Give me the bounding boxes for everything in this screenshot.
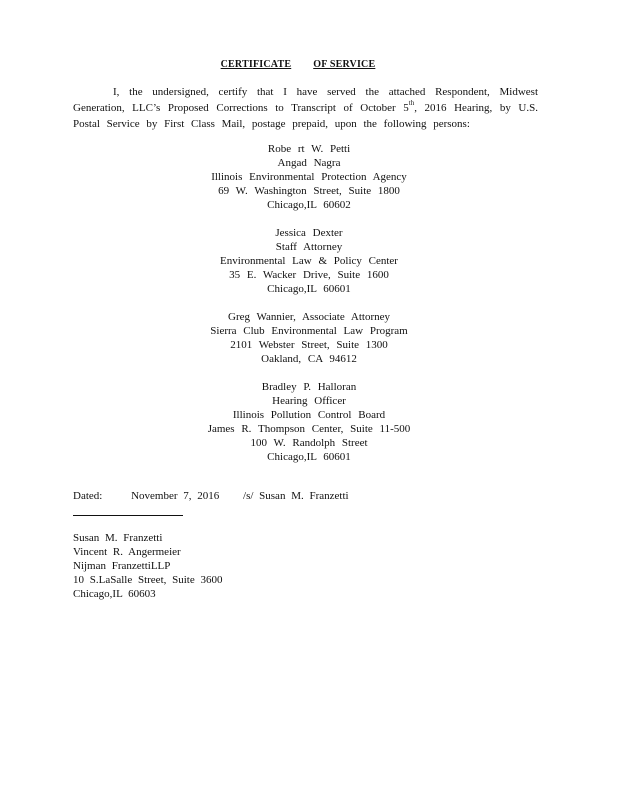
recipient-line: Chicago,IL 60602 bbox=[267, 199, 351, 211]
dated-value: November 7, 2016 bbox=[131, 490, 220, 502]
signed-by: /s/ Susan M. Franzetti bbox=[243, 490, 349, 502]
recipient-line: Angad Nagra bbox=[277, 157, 341, 169]
recipient-block bbox=[0, 142, 618, 212]
recipient-line: James R. Thompson Center, Suite 11-500 bbox=[207, 423, 411, 435]
recipient-line: 100 W. Randolph Street bbox=[250, 437, 368, 449]
recipient-list bbox=[0, 142, 618, 478]
signature-underline bbox=[73, 515, 183, 516]
firm-line: 10 S.LaSalle Street, Suite 3600 bbox=[73, 574, 223, 586]
title-part-1: CERTIFICATE bbox=[220, 59, 292, 70]
firm-line: Susan M. Franzetti bbox=[73, 532, 163, 544]
recipient-line: Robe rt W. Petti bbox=[267, 143, 351, 155]
firm-line: Nijman FranzettiLLP bbox=[73, 560, 171, 572]
firm-line: Vincent R. Angermeier bbox=[73, 546, 181, 558]
recipient-line: Environmental Law & Policy Center bbox=[220, 255, 398, 267]
recipient-line: Chicago,IL 60601 bbox=[267, 451, 351, 463]
signature-line bbox=[73, 489, 403, 517]
firm-line: Chicago,IL 60603 bbox=[73, 588, 156, 600]
recipient-line: 2101 Webster Street, Suite 1300 bbox=[230, 339, 388, 351]
recipient-block bbox=[0, 380, 618, 464]
recipient-block bbox=[0, 310, 618, 366]
firm-address-block bbox=[73, 531, 222, 601]
intro-paragraph bbox=[73, 84, 538, 132]
recipient-line: Greg Wannier, Associate Attorney bbox=[228, 311, 390, 323]
recipient-line: Illinois Environmental Protection Agency bbox=[211, 171, 407, 183]
recipient-line: Sierra Club Environmental Law Program bbox=[210, 325, 408, 337]
recipient-line: 35 E. Wacker Drive, Suite 1600 bbox=[229, 269, 389, 281]
recipient-line: Chicago,IL 60601 bbox=[267, 283, 351, 295]
recipient-line: Oakland, CA 94612 bbox=[261, 353, 357, 365]
intro-text: I, the undersigned, certify that I have served the attached Respondent, Midwest Generation, LLC’s Proposed Corrections to Transcript of October 5 bbox=[73, 86, 538, 114]
recipient-block bbox=[0, 226, 618, 296]
intro-superscript: th bbox=[408, 99, 415, 107]
recipient-line: Bradley P. Halloran bbox=[261, 381, 357, 393]
dated-label: Dated: bbox=[73, 490, 103, 502]
certificate-title bbox=[0, 58, 618, 72]
recipient-line: 69 W. Washington Street, Suite 1800 bbox=[218, 185, 400, 197]
title-part-2: OF SERVICE bbox=[313, 59, 376, 70]
recipient-line: Illinois Pollution Control Board bbox=[232, 409, 386, 421]
recipient-line: Hearing Officer bbox=[272, 395, 346, 407]
intro-text-end: , 2016 Hearing, by U.S. Postal Service by First Class Mail, postage prepaid, upon the following persons: bbox=[73, 102, 538, 130]
recipient-line: Jessica Dexter bbox=[275, 227, 343, 239]
recipient-line: Staff Attorney bbox=[275, 241, 343, 253]
